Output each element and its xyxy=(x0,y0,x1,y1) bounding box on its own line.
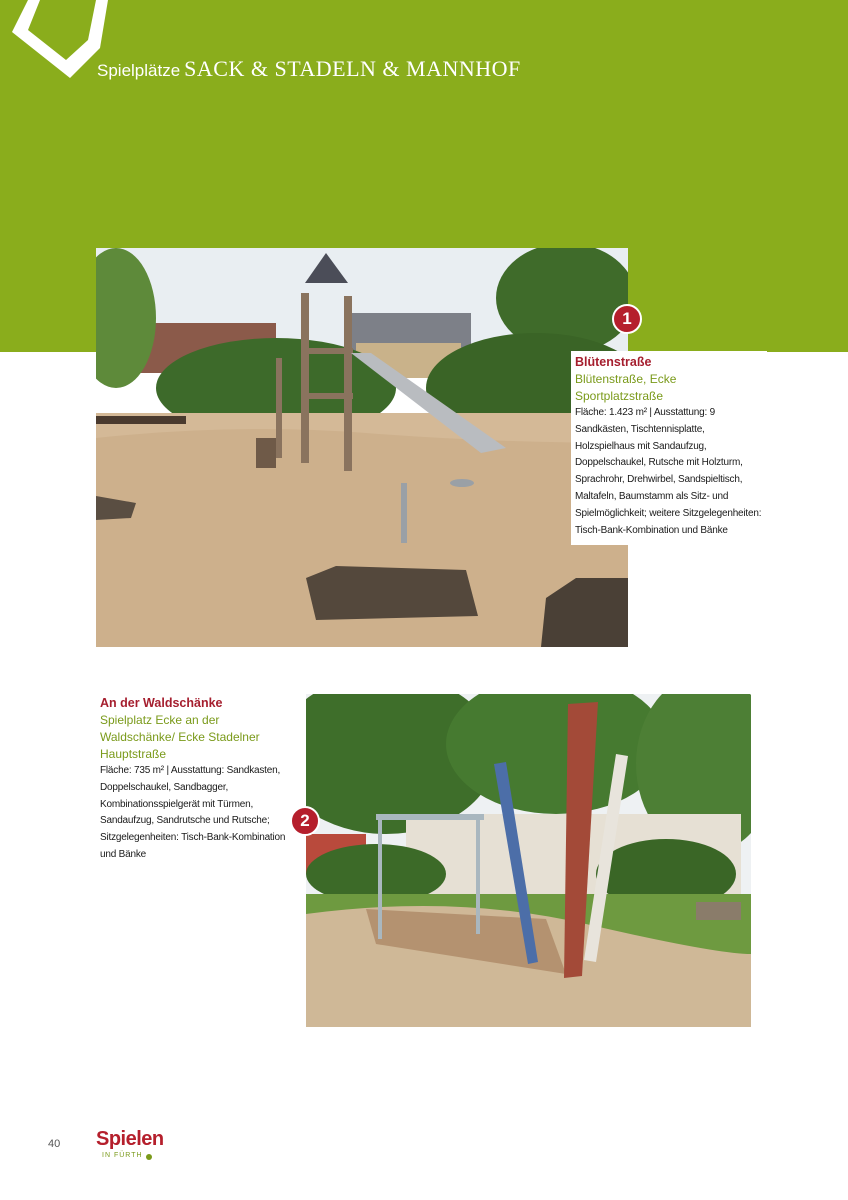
playground-description: Fläche: 1.423 m² | Ausstattung: 9 Sandkästen, Tischtennisplatte, Holzspielhaus mit Sandaufzug, Doppelschaukel, Rutsche mit Holzturm, Sprachrohr, Drehwirbel, Sandspieltisch, Maltafeln, Baumstamm als Sitz- und Spielmöglichkeit; weitere Sitzgelegenheiten: Tisch-Bank-Kombination und Bänke xyxy=(575,407,762,536)
playground-name: An der Waldschänke xyxy=(100,696,223,710)
playground-name: Blütenstraße xyxy=(575,355,652,369)
page-title xyxy=(97,56,521,82)
marker-badge-2: 2 xyxy=(290,806,320,836)
marker-badge-1: 1 xyxy=(612,304,642,334)
playground-address: Spielplatz Ecke an der Waldschänke/ Ecke Stadelner Hauptstraße xyxy=(100,713,260,761)
playground-info-1 xyxy=(571,351,767,545)
playground-description: Fläche: 735 m² | Ausstattung: Sandkasten, Doppelschaukel, Sandbagger, Kombinationsspielgerät mit Türmen, Sandaufzug, Sandrutsche und Rutsche; Sitzgelegenheiten: Tisch-Bank-Kombination und Bänke xyxy=(100,765,286,860)
playground-photo-waldschaenke xyxy=(306,694,751,1027)
logo-dot-icon xyxy=(146,1154,152,1160)
logo-subtitle: IN FÜRTH xyxy=(102,1152,143,1159)
page-number: 40 xyxy=(48,1138,61,1150)
page-title-main: SACK & STADELN & MANNHOF xyxy=(184,56,521,81)
playground-photo-bluetenstrasse xyxy=(96,248,628,647)
page-title-prefix: Spielplätze xyxy=(97,61,181,80)
brand-logo xyxy=(96,1128,166,1168)
playground-info-2 xyxy=(100,695,296,864)
playground-address: Blütenstraße, Ecke Sportplatzstraße xyxy=(575,372,677,403)
logo-word: Spielen xyxy=(96,1128,164,1150)
